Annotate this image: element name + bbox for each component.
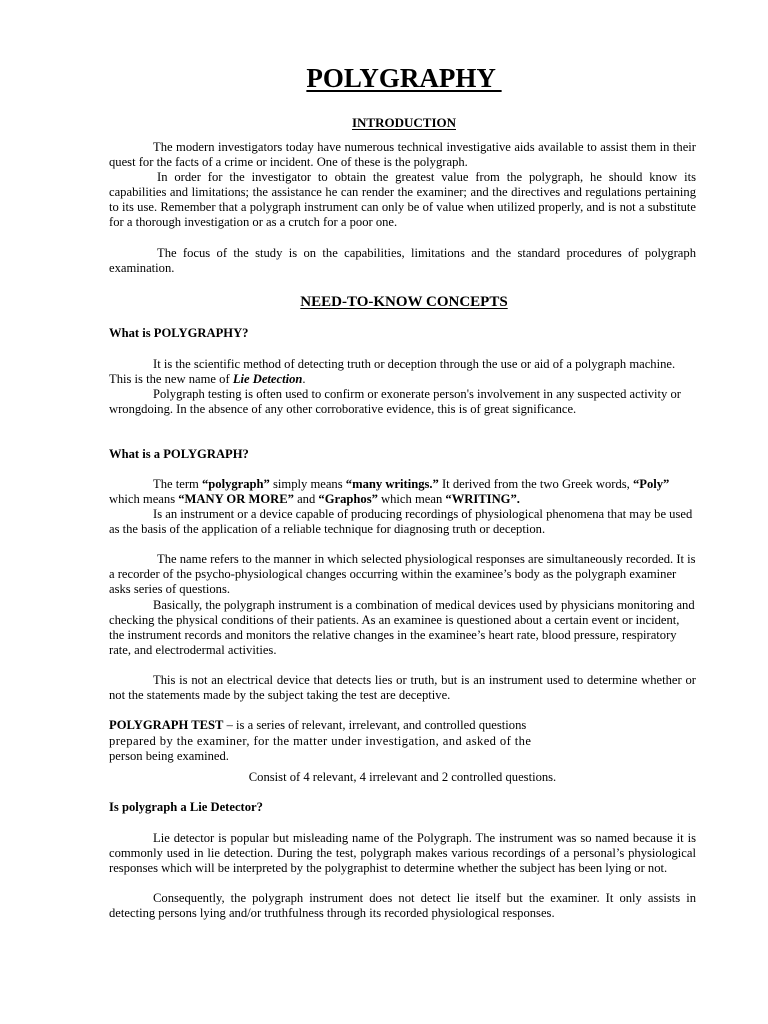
polygraph-test-def-line-3: person being examined. [109, 749, 229, 763]
polygraph-test-term: POLYGRAPH TEST [109, 718, 224, 732]
question-lie-detector: Is polygraph a Lie Detector? [109, 800, 263, 814]
polygraph-test-definition [109, 718, 696, 733]
polygraphy-definition [109, 357, 696, 387]
polygraph-test-def-line-1: – is a series of relevant, irrelevant, and controlled questions [223, 718, 527, 732]
polygraph-name-paragraph: The name refers to the manner in which selected physiological responses are simultaneously recorded. It is a recorder of the psycho-physiological changes occurring within the examinee’s body as the polygraph examiner asks series of questions. [109, 552, 696, 596]
polygraphy-definition-end: . [302, 372, 306, 386]
text-run: The term [153, 477, 202, 491]
polygraph-medical-paragraph: Basically, the polygraph instrument is a combination of medical devices used by physicians monitoring and checking the physical conditions of their patients. As an examinee is questioned about a certain event or incident, the instrument records and monitors the relative changes in the examinee’s heart rate, blood pressure, respiratory rate, and electrodermal activities. [109, 598, 695, 657]
document-title: POLYGRAPHY [306, 63, 502, 93]
polygraph-term-paragraph [109, 477, 696, 507]
text-run: which mean [377, 492, 446, 506]
lie-detector-paragraph-2: Consequently, the polygraph instrument does not detect lie itself but the examiner. It only assists in detecting persons lying and/or truthfulness through its recorded physiological responses. [109, 891, 696, 920]
text-run: and [293, 492, 319, 506]
lie-detector-paragraph-1: Lie detector is popular but misleading name of the Polygraph. The instrument was so named because it is commonly used in lie detection. During the test, polygraph makes various recordings of a personal’s physiological responses which will be interpreted by the polygraphist to determine whether the subject has been lying or not. [109, 831, 696, 875]
text-run: which means [109, 492, 179, 506]
term-graphos: “Graphos” [318, 492, 378, 506]
term-polygraph: “polygraph” [201, 477, 270, 491]
polygraph-test-def-line-2: prepared by the examiner, for the matter under investigation, and asked of the [109, 734, 532, 748]
question-what-is-polygraphy: What is POLYGRAPHY? [109, 326, 249, 340]
text-run: simply means [269, 477, 346, 491]
question-what-is-polygraph: What is a POLYGRAPH? [109, 447, 249, 461]
term-writing: “WRITING”. [445, 492, 520, 506]
intro-paragraph-2: In order for the investigator to obtain the greatest value from the polygraph, he should know its capabilities and limitations; the assistance he can render the examiner; and the directives and regulations pertaining to its use. Remember that a polygraph instrument can only be of value when utilized properly, and is not a substitute for a thorough investigation or as a crutch for a poor one. [109, 170, 696, 229]
need-to-know-heading: NEED-TO-KNOW CONCEPTS [300, 294, 508, 310]
intro-paragraph-3: The focus of the study is on the capabilities, limitations and the standard procedures of polygraph examination. [109, 246, 696, 275]
polygraph-test-consist: Consist of 4 relevant, 4 irrelevant and 2 controlled questions. [248, 770, 557, 784]
polygraph-instrument-paragraph: Is an instrument or a device capable of producing recordings of physiological phenomena that may be used as the basis of the application of a reliable technique for diagnosing truth or deception. [109, 507, 693, 536]
term-many-writings: “many writings.” [345, 477, 439, 491]
polygraphy-paragraph-2: Polygraph testing is often used to confirm or exonerate person's involvement in any suspected activity or wrongdoing. In the absence of any other corroborative evidence, this is of great significance. [109, 387, 681, 416]
polygraph-not-electrical-paragraph: This is not an electrical device that detects lies or truth, but is an instrument used to determine whether or not the statements made by the subject taking the test are deceptive. [109, 673, 696, 702]
intro-paragraph-1: The modern investigators today have numerous technical investigative aids available to assist them in their quest for the facts of a crime or incident. One of these is the polygraph. [109, 140, 696, 169]
lie-detection-term: Lie Detection [232, 372, 303, 386]
term-poly: “Poly” [632, 477, 670, 491]
term-many-or-more: “MANY OR MORE” [178, 492, 294, 506]
polygraphy-definition-text: It is the scientific method of detecting truth or deception through the use or aid of a polygraph machine. This is the new name of [109, 357, 676, 386]
text-run: It derived from the two Greek words, [438, 477, 633, 491]
introduction-heading: INTRODUCTION [351, 115, 456, 130]
